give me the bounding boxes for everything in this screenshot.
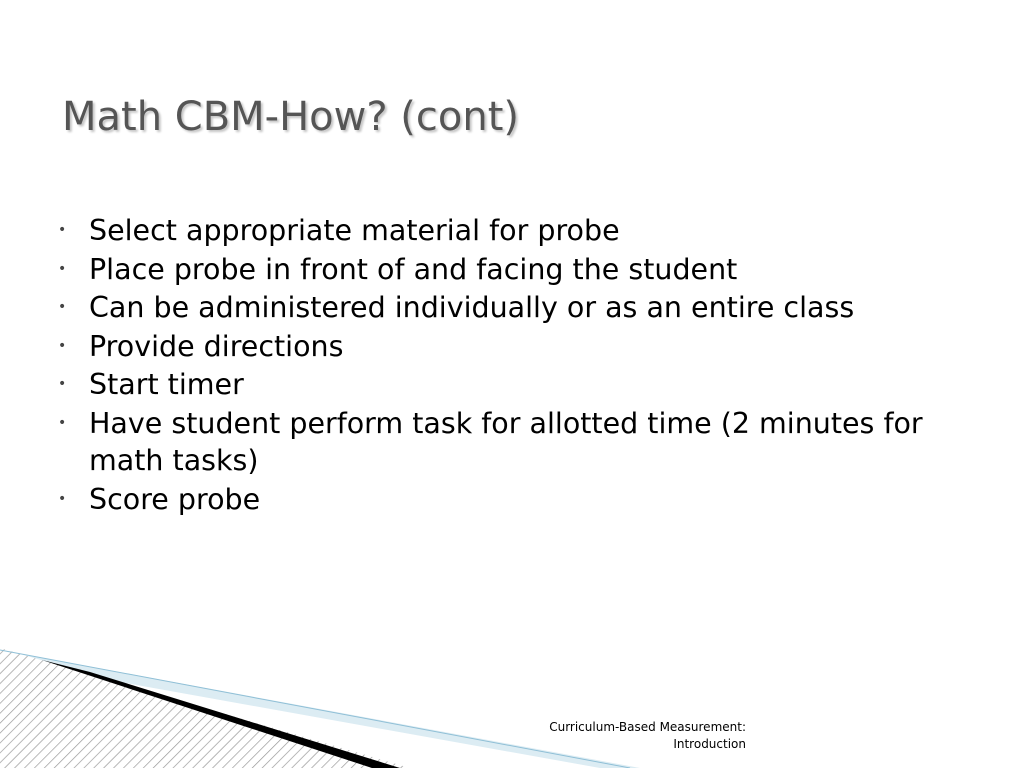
- footer-credit: [549, 719, 746, 753]
- bullet-item: • Place probe in front of and facing the student: [58, 251, 968, 289]
- bullet-item: • Have student perform task for allotted time (2 minutes for math tasks): [58, 405, 968, 480]
- bullet-item: • Select appropriate material for probe: [58, 212, 968, 250]
- footer-line: Curriculum-Based Measurement:: [549, 720, 746, 734]
- footer-line: Introduction: [673, 737, 746, 751]
- bullet-item: • Score probe: [58, 481, 968, 519]
- slide-title: Math CBM-How? (cont): [62, 94, 520, 140]
- bullet-item: • Can be administered individually or as an entire class: [58, 289, 968, 327]
- corner-decoration: [0, 640, 1024, 768]
- bullet-item: • Start timer: [58, 366, 968, 404]
- bullet-list: [58, 212, 968, 519]
- bullet-item: • Provide directions: [58, 328, 968, 366]
